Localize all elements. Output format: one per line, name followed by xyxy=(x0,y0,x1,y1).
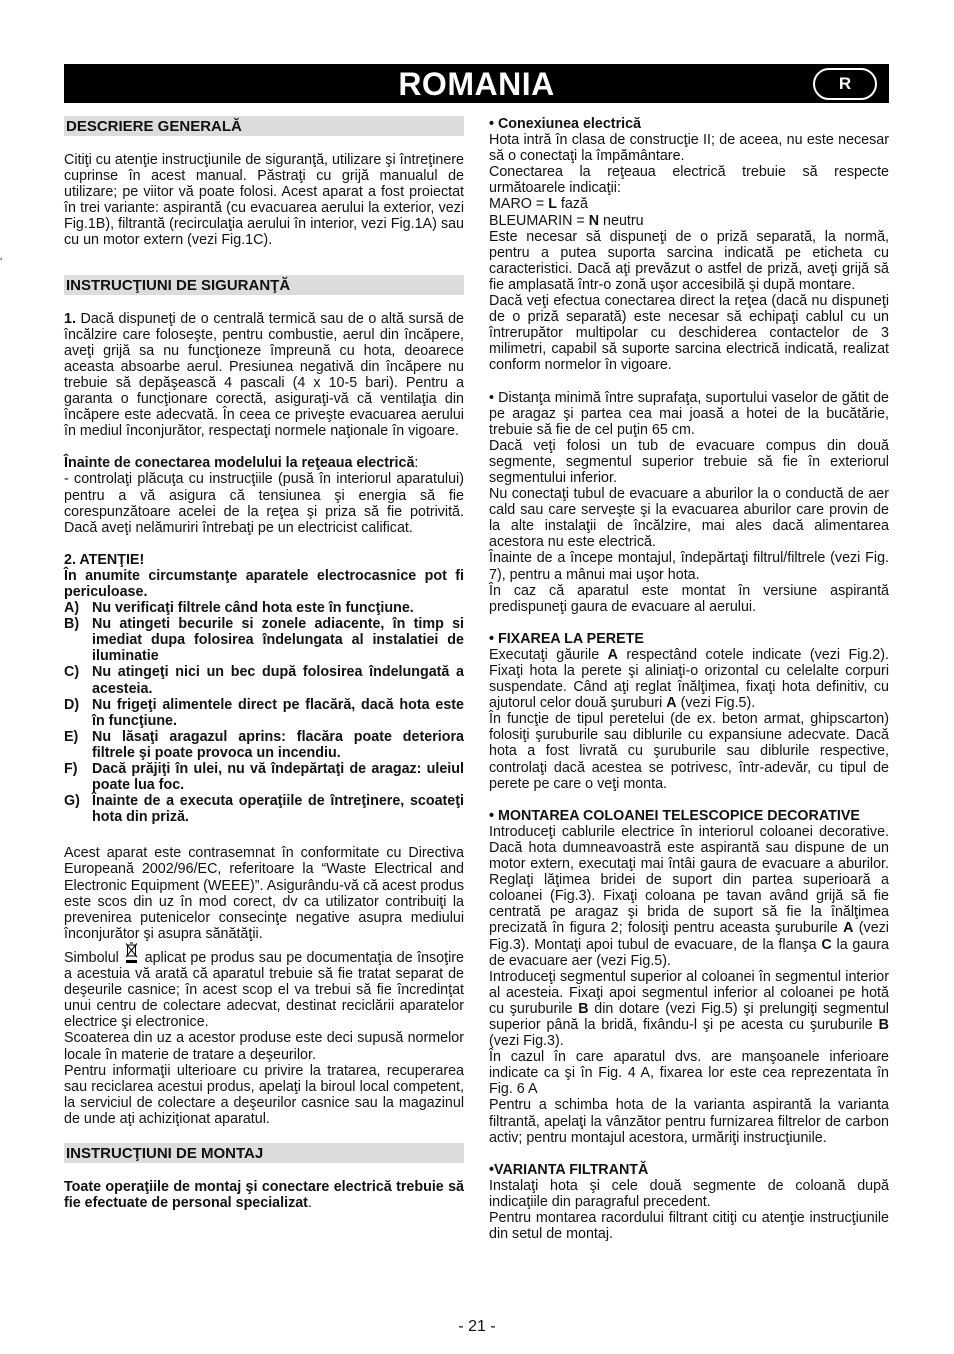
item-text: Nu atingeţi nici un bec după folosirea îndelungată a acesteia. xyxy=(92,664,464,697)
electrical-paragraph-2: Conectarea la reţeaua electrică trebuie să respecte următoarele indicaţii: xyxy=(489,164,889,197)
part-letter: A xyxy=(666,695,677,712)
part-letter: B xyxy=(878,1016,889,1033)
mounting-note xyxy=(64,1179,464,1211)
period: . xyxy=(307,1195,312,1212)
wall-fixing-heading: • FIXAREA LA PERETE xyxy=(489,630,644,647)
column-mounting-heading: • MONTAREA COLOANEI TELESCOPICE DECORATIVE xyxy=(489,807,860,824)
item-text: Dacă prăjiţi în ulei, nu vă îndepărtaţi de aragaz: uleiul poate lua foc. xyxy=(92,761,464,794)
warning-item xyxy=(64,793,464,825)
item-label: D) xyxy=(64,696,80,713)
text-run: (vezi Fig.3). Montaţi apoi tubul de evacuare, de la flanşa xyxy=(489,920,889,953)
left-column xyxy=(64,116,464,1211)
wire-label: MARO = xyxy=(489,196,545,213)
before-connection-text: - controlaţi plăcuţa cu instrucţiile (pusă în interiorul aparatului) pentru a vă asigura că tensiunea şi energia să fie corespunzătoare acelei de la reţea şi priza să fie potrivită. Dacă aveţi nelămuriri întrebaţi pe un electricist calificat. xyxy=(64,471,464,536)
part-letter: C xyxy=(821,936,832,953)
column-mounting-paragraph-2 xyxy=(489,969,889,1049)
electrical-paragraph-4: Dacă veţi efectua conectarea direct la reţea (dacă nu dispuneţi de o priză separată) este necesar să echipaţi cablul cu un întrerupător multipolar cu deschiderea contactelor de 3 milimetri, capabil să suporte sarcina electrică indicată, realizat conform normelor în vigoare. xyxy=(489,293,889,374)
text-run: la gaura de evacuare aer (vezi Fig.5). xyxy=(489,936,889,969)
filter-variant-paragraph-1: Instalaţi hota şi cele două segmente de coloană după indicaţiile din paragraful precedent. xyxy=(489,1177,889,1210)
warning-item xyxy=(64,697,464,729)
page-title: ROMANIA xyxy=(398,66,555,102)
attention-intro: În anumite circumstanţe aparatele electrocasnice pot fi periculoase. xyxy=(64,567,464,600)
item-text: Înainte de a executa operaţiile de întreţinere, scoateţi hota din priză. xyxy=(92,793,464,826)
section-heading-mounting: INSTRUCŢIUNI DE MONTAJ xyxy=(64,1143,464,1163)
distance-paragraph-1: • Distanţa minimă între suprafaţa, suportului vaselor de gătit de pe aragaz şi partea cea mai joasă a hotei de la bucătărie, trebuie să fie de cel puţin 65 cm. xyxy=(489,389,889,438)
margin-mark: ‘ xyxy=(0,256,3,268)
item-text: Nu verificaţi filtrele când hota este în funcţiune. xyxy=(92,600,414,617)
warning-item xyxy=(64,729,464,761)
section-heading-safety: INSTRUCŢIUNI DE SIGURANŢĂ xyxy=(64,275,464,295)
item-label: G) xyxy=(64,793,80,810)
section-heading-general: DESCRIERE GENERALĂ xyxy=(64,116,464,136)
item-text: Nu frigeţi alimentele direct pe flacără, dacă hota este în funcţiune. xyxy=(92,696,464,729)
filter-variant-heading: •VARIANTA FILTRANTĂ xyxy=(489,1161,649,1178)
warning-item xyxy=(64,761,464,793)
before-connection xyxy=(64,455,464,471)
electrical-connection-heading: • Conexiunea electrică xyxy=(489,116,642,132)
item-label: C) xyxy=(64,664,80,681)
distance-paragraph-3: Nu conectaţi tubul de evacuare a aburilor la o conductă de aer cald sau care serveşte şi la evacuarea aburilor care provin de la alte instalaţii de încălzire, mai ales dacă alimentarea acestora nu este electrică. xyxy=(489,486,889,551)
distance-paragraph-5: În caz că aparatul este montat în versiune aspirantă predispuneţi gaura de evacuare al aerului. xyxy=(489,582,889,615)
weee-paragraph: Acest aparat este contrasemnat în conformitate cu Directiva Europeană 2002/96/EC, referitoare la “Waste Electrical and Electronic Equipment (WEEE)”. Asigurându-vă că acest produs este scos din uz în mod corect, dv ca utilizator contribuiţi la prevenirea putenicelor consecinţe negative asupra mediului înconjurător şi asupra sănătăţii. xyxy=(64,845,464,942)
column-mounting-paragraph-1 xyxy=(489,824,889,969)
before-connection-heading: Înainte de conectarea modelului la reţeaua electrică xyxy=(64,455,415,472)
wall-fixing-paragraph-2: În funcţie de tipul peretelui (de ex. beton armat, ghipscarton) folosiţi şuruburile sau diblurile cu expansiune adecvate. Dacă hota a fost livrată cu şuruburile sau diblurile respective, controlaţi dacă acestea se potrivesc, într-adevăr, cu tipul de perete pe care o veţi monta. xyxy=(489,711,889,792)
country-badge: R xyxy=(813,68,877,100)
warning-item xyxy=(64,600,464,616)
language-banner xyxy=(64,64,889,103)
item-label: E) xyxy=(64,728,79,745)
column-mounting-paragraph-4: Pentru a schimba hota de la varianta aspirantă la varianta filtrantă, apelaţi la vânzător pentru furnizarea filtrelor de carbon activ; pentru montajul acestora, urmăriţi instrucţiunile. xyxy=(489,1097,889,1146)
text-run: respectând cotele indicate (vezi Fig.2). Fixaţi hota la perete şi aliniaţi-o orizontal cu celelalte corpuri suspendate. Când aţi reglat înălţimea, fixaţi hota definitiv, cu ajutorul celor două şuruburi xyxy=(489,646,889,712)
column-mounting-paragraph-3: În cazul în care aparatul dvs. are manşoanele inferioare indicate ca şi în Fig. 4 A, fixarea lor este cea reprezentata în Fig. 6 A xyxy=(489,1049,889,1098)
right-column xyxy=(489,116,889,1242)
mounting-note-text: Toate operaţiile de montaj şi conectare electrică trebuie să fie efectuate de personal specializat xyxy=(64,1178,464,1212)
wall-fixing-paragraph-1 xyxy=(489,647,889,711)
wire-label: BLEUMARIN = xyxy=(489,212,585,229)
item-label: F) xyxy=(64,761,78,777)
item-number: 1. xyxy=(64,310,76,327)
electrical-paragraph-3: Este necesar să dispuneţi de o priză separată, la normă, pentru a putea suporta sarcina indicată pe eticheta cu caracteristici. Dacă aţi prevăzut o astfel de priză, aveţi grijă să fie amplasată într-o zonă uşor accesibilă şi după montare. xyxy=(489,228,889,293)
wire-code: L xyxy=(548,196,557,213)
distance-paragraph-4: Înainte de a începe montajul, îndepărtaţi filtrul/filtrele (vezi Fig. 7), pentru a mânui mai uşor hota. xyxy=(489,550,889,583)
text-run: Executaţi găurile xyxy=(489,646,600,663)
warning-item xyxy=(64,616,464,664)
info-paragraph: Pentru informaţii ulterioare cu privire la tratarea, recuperarea sau reciclarea acestui produs, apelaţi la biroul local competent, la serviciul de colectare a deşeurilor casnice sau la magazinul de unde aţi achiziţionat aparatul. xyxy=(64,1062,464,1127)
colon: : xyxy=(414,455,419,472)
general-description: Citiţi cu atenţie instrucţiunile de siguranţă, utilizare şi întreţinere cuprinse în acest manual. Păstraţi cu grijă manualul de utilizare; pe viitor vă poate folosi. Acest aparat a fost proiectat în trei variante: aspirantă (cu evacuarea aerului la exterior, vezi Fig.1B), filtrantă (recirculaţia aerului în interior, vezi Fig.1A) sau cu un motor extern (vezi Fig.1C). xyxy=(64,152,464,249)
wire-meaning: fază xyxy=(560,196,588,213)
item-text: Nu lăsaţi aragazul aprins: flacăra poate deteriora filtrele şi poate provoca un incendiu. xyxy=(92,728,464,761)
item-label: B) xyxy=(64,616,80,633)
part-letter: B xyxy=(578,1000,589,1017)
item-label: A) xyxy=(64,600,80,617)
part-letter: A xyxy=(607,646,618,663)
text-run: (vezi Fig.5). xyxy=(680,695,756,712)
electrical-paragraph-1: Hota intră în clasa de construcţie II; de aceea, nu este necesar să o conectaţi la împământare. xyxy=(489,132,889,165)
text-run: Introduceţi cablurile electrice în interiorul coloanei decorative. Dacă hota dumneavoastră este aspirantă sau dispune de un motor extern, executaţi mai întâi gaura de evacuare a aburilor. Reglaţi lăţimea bridei de suport din partea superioară a coloanei (Fig.3). Fixaţi coloana pe tavan având grijă să fie centrată pe aragaz şi brida de suport să fie la înălţimea precizată în figura 2; folosiţi pentru aceasta şuruburile xyxy=(489,823,889,937)
wire-blue xyxy=(489,213,889,229)
safety-text: Dacă dispuneţi de o centrală termică sau de o altă sursă de încălzire care foloseşte, pentru combustie, aerul din încăpere, aveţi grijă sa nu funcţioneze împreună cu hota, deoarece aceasta absoarbe aerul. Presiunea negativă din încăpere nu trebuie să depăşească 4 pascali (4 x 10-5 bari). Pentru a garanta o funcţionare corectă, asiguraţi-vă că ventilaţia din încăpere este adecvată. În ceea ce priveşte evacuarea aerului în mediul înconjurător, respectaţi normele naţionale în vigoare. xyxy=(64,310,464,440)
part-letter: A xyxy=(843,920,854,937)
safety-paragraph-1 xyxy=(64,311,464,440)
warning-item xyxy=(64,664,464,696)
item-text: Nu atingeti becurile si zonele adiacente, în timp si imediat dupa folosirea îndelungata al instalatiei de iluminatie xyxy=(92,616,464,665)
page-number: - 21 - xyxy=(458,1318,496,1335)
symbol-text: aplicat pe produs sau pe documentaţia de însoţire a acestuia vă arată că aparatul trebuie să fie tratat separat de deşeurile casnice; în acest scop el va trebui să fie încredinţat unui centru de colectare adecvat, destinat reciclării aparatelor electrice şi electronice. xyxy=(64,949,464,1031)
filter-variant-paragraph-2: Pentru montarea racordului filtrant citiţi cu atenţie instrucţiunile din setul de montaj. xyxy=(489,1210,889,1243)
wire-code: N xyxy=(588,212,600,229)
warning-list xyxy=(64,600,464,825)
attention-heading: 2. ATENŢIE! xyxy=(64,551,145,568)
disposal-paragraph: Scoaterea din uz a acestor produse este deci supusă normelor locale în materie de tratare a deşeurilor. xyxy=(64,1030,464,1063)
wire-meaning: neutru xyxy=(603,212,644,229)
symbol-label: Simbolul xyxy=(64,949,119,966)
weee-symbol-paragraph xyxy=(64,942,464,1030)
wire-brown xyxy=(489,196,889,212)
text-run: (vezi Fig.3). xyxy=(489,1033,564,1050)
text-run: Introduceţi segmentul superior al coloanei în segmentul interior al acesteia. Fixaţi apoi segmentul inferior al coloanei pe hotă cu şuruburile xyxy=(489,968,889,1017)
crossed-bin-icon xyxy=(125,942,138,964)
distance-paragraph-2: Dacă veţi folosi un tub de evacuare compus din două segmente, segmentul superior trebuie să fie în exteriorul segmentului inferior. xyxy=(489,437,889,486)
text-run: din dotare (vezi Fig.5) şi prelungiţi segmentul superior până la bridă, fixându-l şi pe acesta cu şuruburile xyxy=(489,1000,889,1033)
